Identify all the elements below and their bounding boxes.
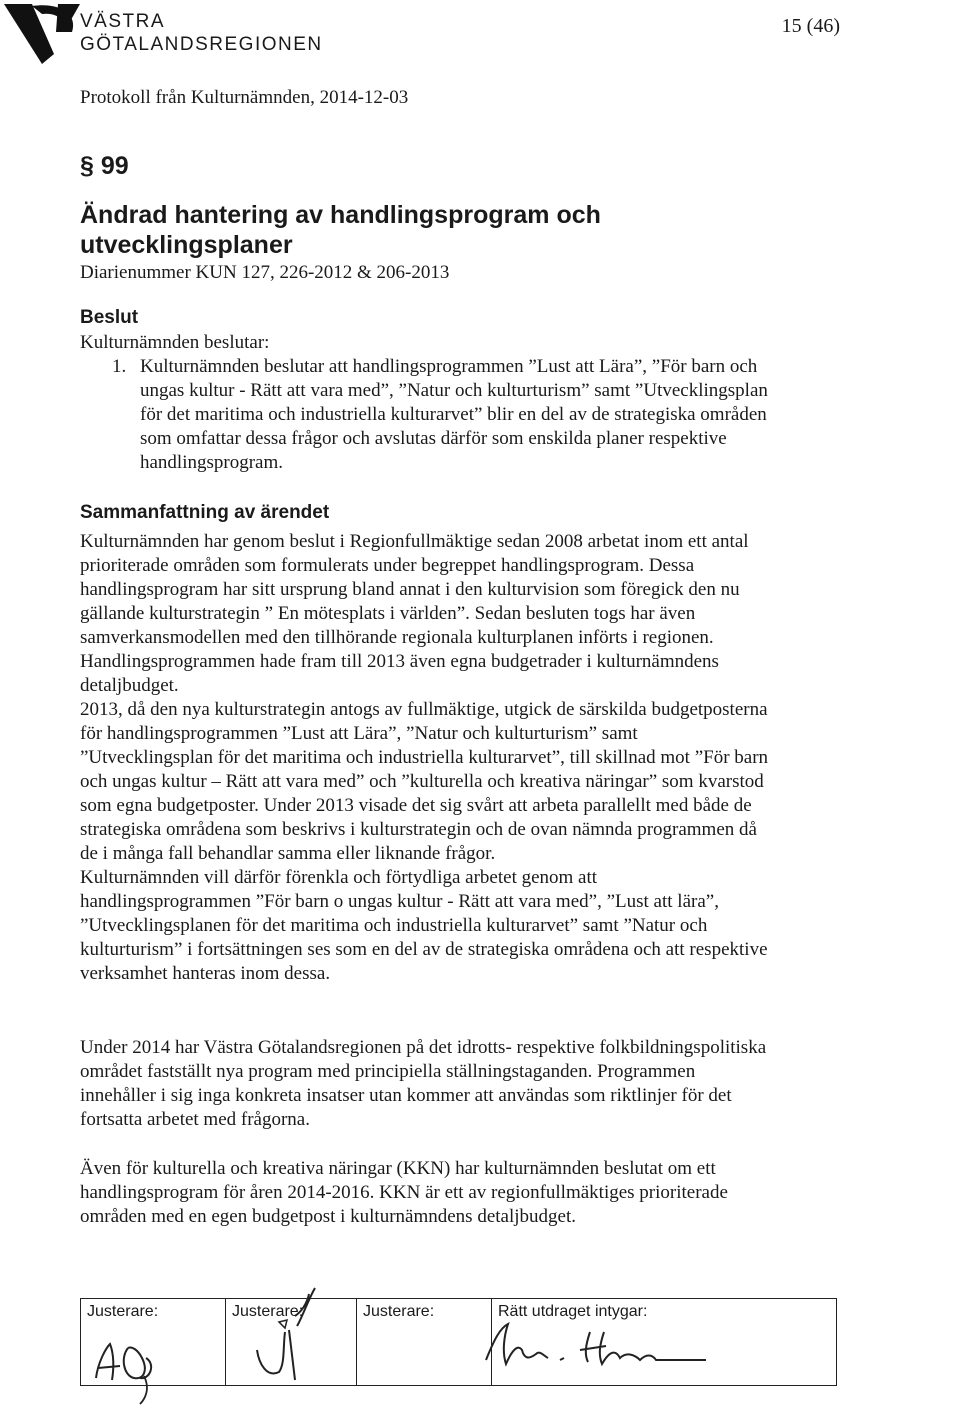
summary-paragraph-4-block: [80, 1036, 770, 1132]
summary-paragraph-5: Även för kulturella och kreativa näringar (KKN) har kulturnämnden beslutat om ett handlingsprogram för åren 2014-2016. KKN är ett av regionfullmäktiges prioriterade områden med en egen budgetpost i kulturnämndens detaljbudget.: [80, 1158, 728, 1227]
diarienummer: Diarienummer KUN 127, 226-2012 & 206-2013: [80, 262, 450, 283]
handwritten-signature-4: [480, 1320, 710, 1376]
signature-cell-3: [357, 1299, 492, 1386]
summary-paragraph-5-block: [80, 1157, 770, 1229]
protocol-line: Protokoll från Kulturnämnden, 2014-12-03: [80, 87, 409, 108]
signature-label-1: Justerare:: [87, 1303, 159, 1320]
organization-name: [80, 10, 323, 56]
signature-label-4: Rätt utdraget intygar:: [498, 1303, 648, 1320]
handwritten-signature-2: [235, 1286, 330, 1391]
summary-paragraph-2: 2013, då den nya kulturstrategin antogs av fullmäktige, utgick de särskilda budgetposterna för handlingsprogrammen ”Lust att Lära”, ”Natur och kulturturism” samt ”Utvecklingsplan för det maritima och industriella kulturarvet”, till skillnad mot ”För barn och ungas kultur – Rätt att vara med” och ”kulturella och kreativa näringar” som kvarstod som egna budgetposter. Under 2013 visade det sig svårt att arbeta parallellt med både de strategiska områdena som beskrivs i kulturstrategin och de ovan nämnda programmen då de i många fall behandlar samma eller liknande frågor.: [80, 699, 769, 864]
document-title: Ändrad hantering av handlingsprogram och utvecklingsplaner: [80, 201, 601, 259]
decision-item: [112, 355, 772, 475]
org-line-1: VÄSTRA: [80, 11, 166, 32]
summary-heading: Sammanfattning av ärendet: [80, 502, 330, 523]
summary-paragraph-1: Kulturnämnden har genom beslut i Regionfullmäktige sedan 2008 arbetat inom ett antal prioriterade områden som formulerats under begreppet handlingsprogram. Dessa handlingsprogram har sitt ursprung bland annat i den kulturvision som föregick den nu gällande kulturstrategin ” En mötesplats i världen”. Sedan besluten togs har även samverkansmodellen med den tillhörande regionala kulturplanen införts i regionen. Handlingsprogrammen hade fram till 2013 även egna budgetrader i kulturnämndens detaljbudget.: [80, 531, 749, 696]
summary-paragraph-4: Under 2014 har Västra Götalandsregionen på det idrotts- respektive folkbildningspolitiska området fastställt nya program med principiella ställningstaganden. Programmen innehåller i sig inga konkreta insatser utan kommer att användas som riktlinjer för det fortsatta arbetet med frågorna.: [80, 1037, 767, 1130]
decision-number: 1.: [112, 356, 127, 377]
page-number: 15 (46): [781, 15, 840, 37]
beslut-heading: Beslut: [80, 307, 139, 328]
signature-label-2: Justerare:: [232, 1303, 304, 1320]
handwritten-signature-1: [84, 1318, 209, 1406]
section-number: § 99: [80, 152, 129, 180]
decision-text: Kulturnämnden beslutar att handlingsprogrammen ”Lust att Lära”, ”För barn och ungas kultur - Rätt att vara med”, ”Natur och kulturturism” samt ”Utvecklingsplan för det maritima och industriella kulturarvet” blir en del av de strategiska områden som omfattar dessa frågor och avslutas därför som enskilda planer respektive handlingsprogram.: [140, 356, 768, 473]
summary-paragraph-3: Kulturnämnden vill därför förenkla och förtydliga arbetet genom att handlingsprogrammen ”För barn o ungas kultur - Rätt att vara med”, ”Lust att lära”, ”Utvecklingsplanen för det maritima och industriella kulturarvet” samt ”Natur och kulturturism” i fortsättningen ses som en del av de strategiska områdena och att respektive verksamhet hanteras inom dessa.: [80, 867, 768, 984]
org-line-2: GÖTALANDSREGIONEN: [80, 34, 323, 55]
summary-body: [80, 530, 770, 986]
beslut-intro: Kulturnämnden beslutar:: [80, 332, 270, 353]
vgr-logo-icon: [2, 2, 82, 66]
signature-label-3: Justerare:: [363, 1303, 435, 1320]
